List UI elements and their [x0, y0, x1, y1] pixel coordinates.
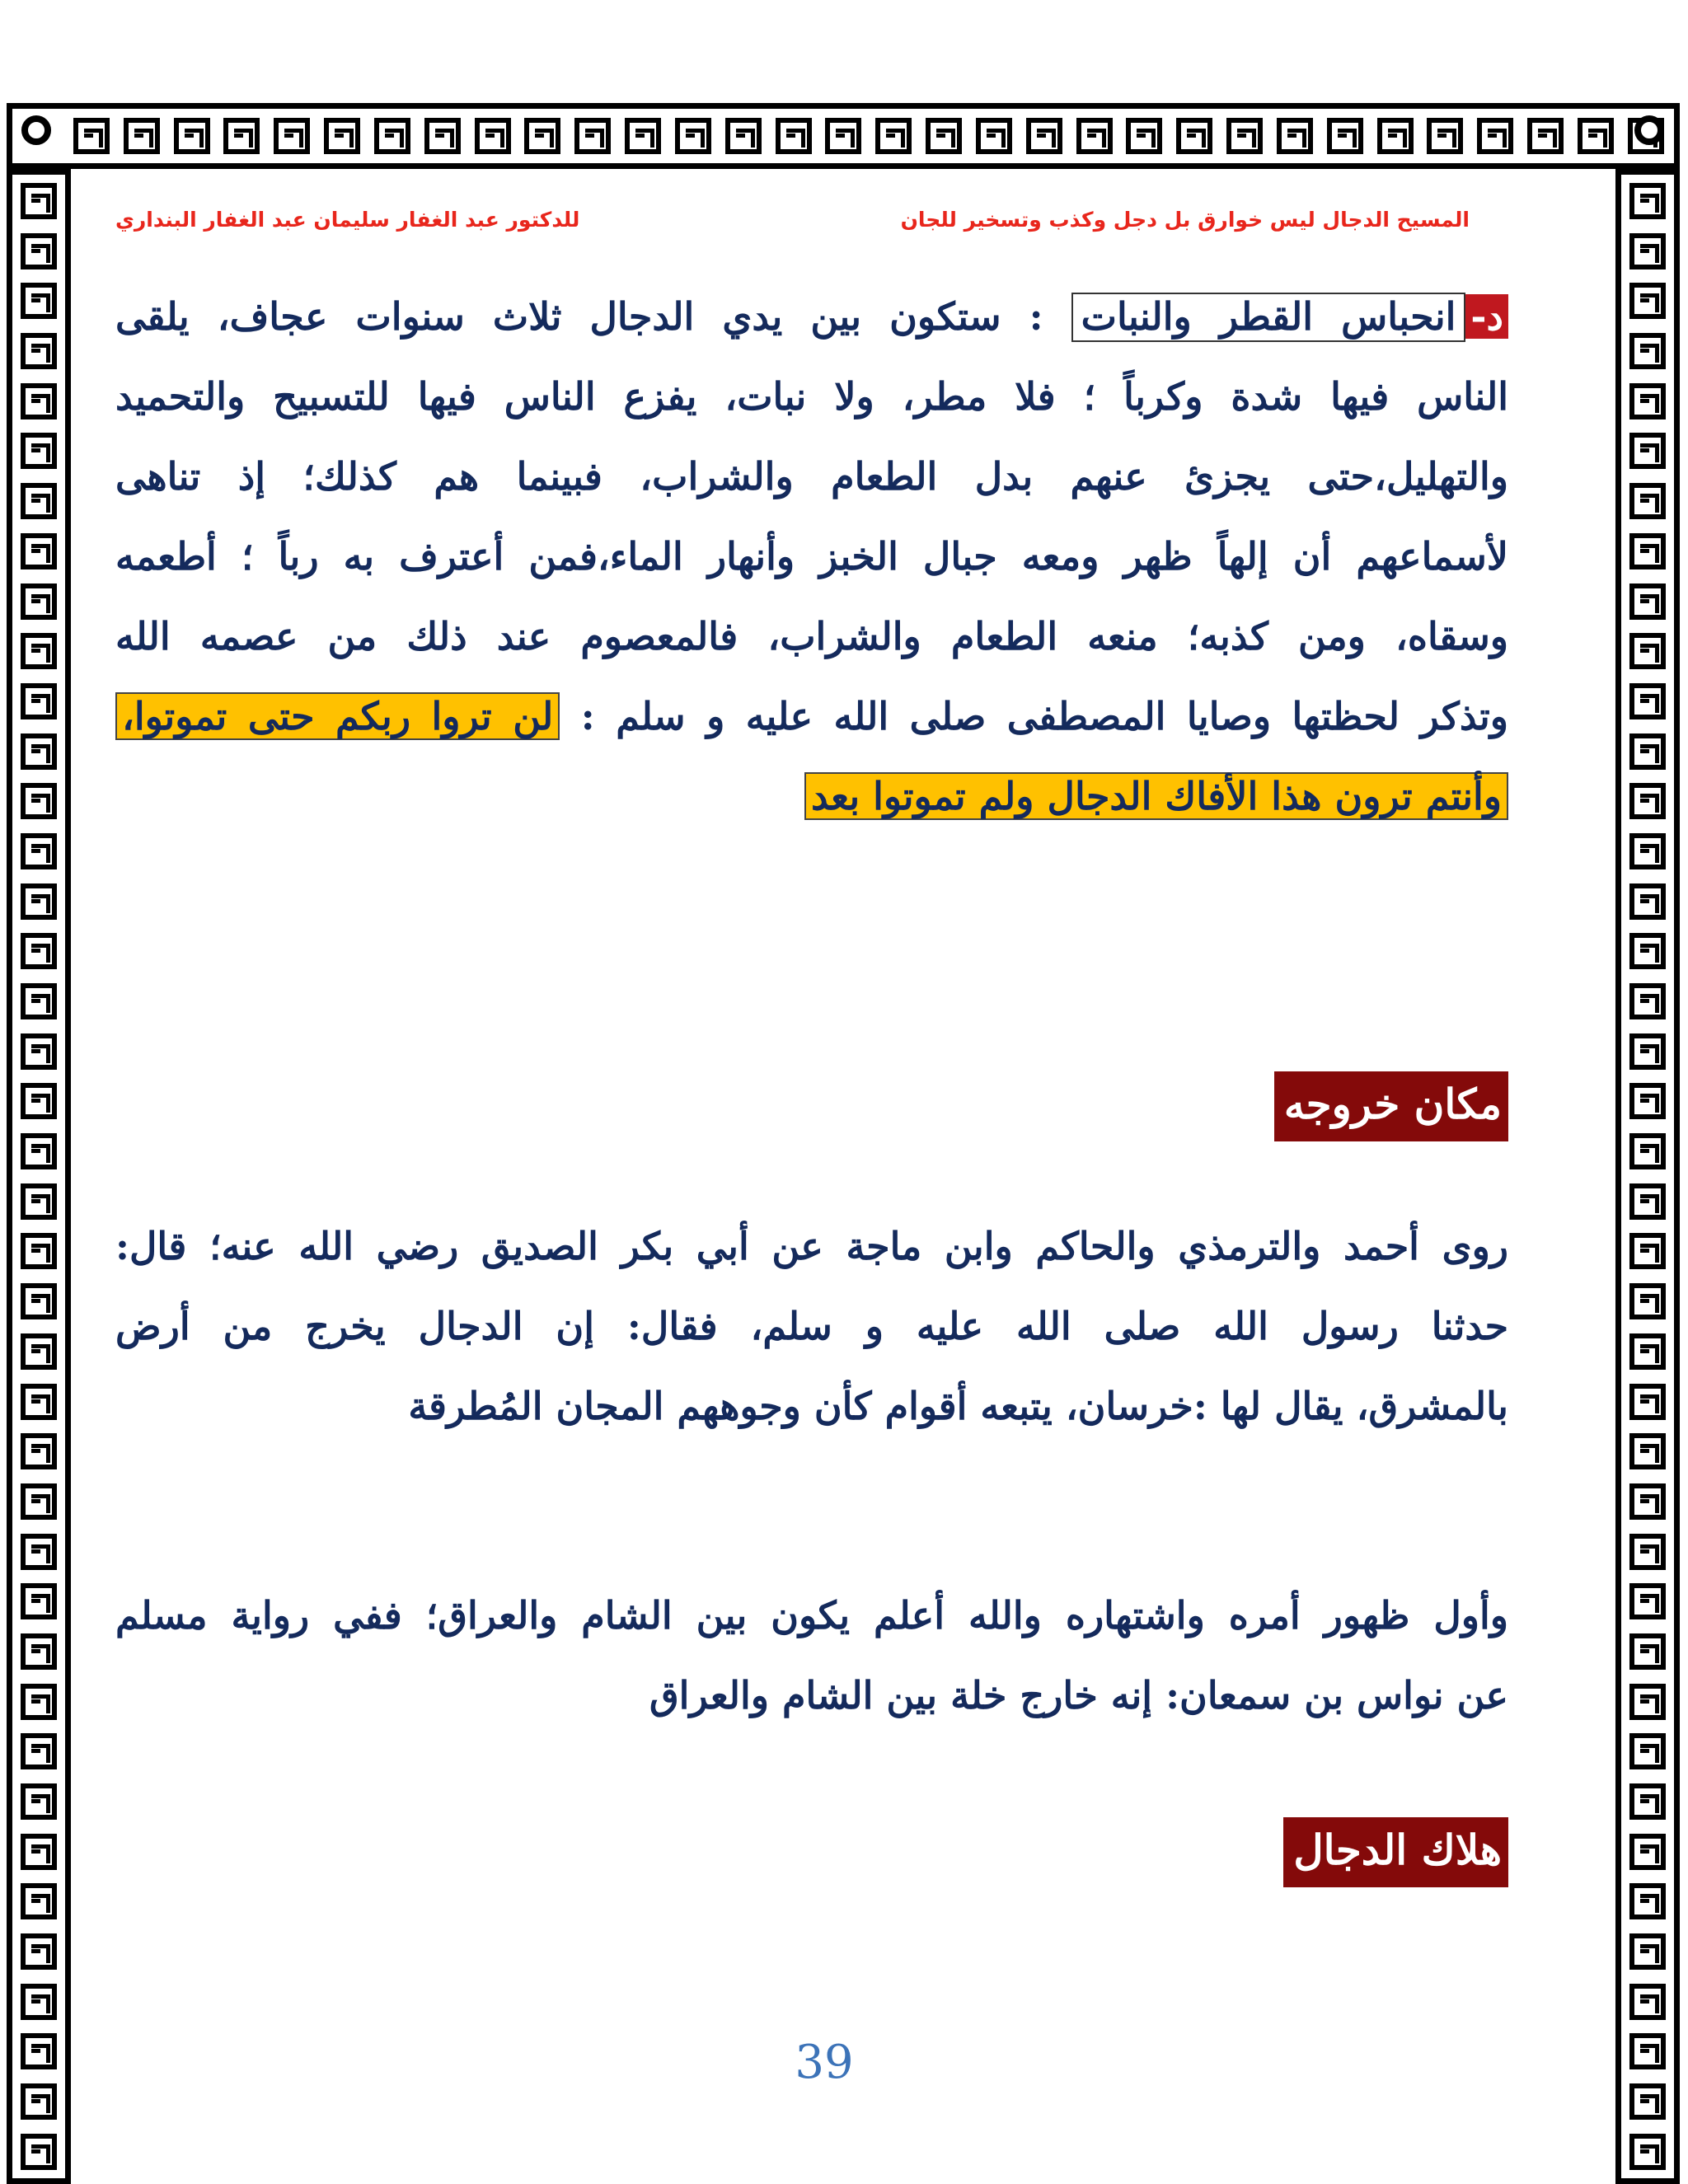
greek-key-motif: [21, 1534, 57, 1570]
greek-key-motif: [1629, 1333, 1666, 1370]
greek-key-motif: [1527, 118, 1564, 154]
greek-key-motif: [21, 583, 57, 620]
greek-key-motif: [174, 118, 210, 154]
greek-key-motif: [1126, 118, 1162, 154]
greek-key-motif: [1629, 2134, 1666, 2170]
greek-key-motif: [21, 783, 57, 819]
greek-key-motif: [1629, 1133, 1666, 1169]
greek-key-motif: [21, 1684, 57, 1720]
greek-key-motif: [21, 1483, 57, 1520]
greek-key-motif: [1629, 1384, 1666, 1420]
text-line: حدثنا رسول الله صلى الله عليه و سلم، فقال: إن الدجال يخرج من أرض: [115, 1304, 1508, 1348]
running-head-title: المسيح الدجال ليس خوارق بل دجل وكذب وتسخير للجان: [900, 208, 1470, 232]
greek-key-motif: [1076, 118, 1113, 154]
greek-key-motif: [1629, 1783, 1666, 1820]
greek-key-motif: [1277, 118, 1313, 154]
greek-key-motif: [1578, 118, 1614, 154]
greek-key-motif: [1629, 233, 1666, 269]
greek-key-motif: [1629, 533, 1666, 569]
greek-key-motif: [374, 118, 410, 154]
greek-key-motif: [21, 1233, 57, 1269]
greek-key-motif: [21, 1733, 57, 1769]
greek-key-motif: [1629, 1684, 1666, 1720]
greek-key-motif: [825, 118, 861, 154]
greek-key-motif: [1629, 1083, 1666, 1119]
border-top: [7, 103, 1680, 169]
greek-key-motif: [21, 1633, 57, 1670]
greek-key-motif: [21, 1384, 57, 1420]
greek-key-motif: [324, 118, 360, 154]
text-line: وتذكر لحظتها وصايا المصطفى صلى الله عليه و سلم : لن تروا ربكم حتى تموتوا،: [115, 677, 1508, 757]
text-line: وأول ظهور أمره واشتهاره والله أعلم يكون بين الشام والعراق؛ ففي رواية مسلم: [115, 1593, 1508, 1638]
greek-key-motif: [21, 283, 57, 319]
greek-key-motif: [21, 1133, 57, 1169]
greek-key-motif: [625, 118, 661, 154]
greek-key-motif: [1377, 118, 1414, 154]
greek-key-motif: [1629, 483, 1666, 519]
greek-key-motif: [1629, 1933, 1666, 1970]
greek-key-motif: [21, 683, 57, 719]
running-head-author: للدكتور عبد الغفار سليمان عبد الغفار البنداري: [115, 208, 580, 232]
greek-key-motif: [1427, 118, 1463, 154]
greek-key-motif: [223, 118, 260, 154]
text-line: د-انحباس القطر والنبات : ستكون بين يدي الدجال ثلاث سنوات عجاف، يلقى: [115, 277, 1508, 357]
greek-key-motif: [1629, 1534, 1666, 1570]
greek-key-motif: [21, 1433, 57, 1469]
greek-key-motif: [21, 1933, 57, 1970]
greek-key-motif: [1629, 183, 1666, 219]
greek-key-motif: [976, 118, 1012, 154]
text-line: والتهليل،حتى يجزئ عنهم بدل الطعام والشراب، فبينما هم كذلك؛ إذ تناهى: [115, 454, 1508, 499]
greek-key-motif: [1629, 833, 1666, 869]
greek-key-motif: [1629, 1233, 1666, 1269]
greek-key-motif: [1629, 1483, 1666, 1520]
greek-key-motif: [926, 118, 962, 154]
greek-key-motif: [1226, 118, 1263, 154]
greek-key-motif: [21, 633, 57, 669]
greek-key-motif: [1629, 583, 1666, 620]
text-line: لأسماعهم أن إلهاً ظهر ومعه جبال الخبز وأنهار الماء،فمن أعترف به رباً ؛ أطعمه: [115, 534, 1508, 579]
greek-key-motif: [21, 883, 57, 920]
greek-key-motif: [424, 118, 461, 154]
greek-key-motif: [1176, 118, 1212, 154]
greek-key-motif: [1629, 1834, 1666, 1870]
greek-key-motif: [1629, 1033, 1666, 1070]
greek-key-motif: [475, 118, 511, 154]
greek-key-motif: [1629, 1633, 1666, 1670]
greek-key-motif: [1629, 733, 1666, 770]
border-left: [7, 169, 71, 2184]
greek-key-motif: [1629, 433, 1666, 469]
section-place-para1: [115, 1207, 1508, 1446]
greek-key-motif: [1629, 283, 1666, 319]
greek-key-motif: [725, 118, 762, 154]
text-line: وسقاه، ومن كذبه؛ منعه الطعام والشراب، فالمعصوم عند ذلك من عصمه الله: [115, 614, 1508, 658]
greek-key-motif: [21, 333, 57, 369]
greek-key-motif: [524, 118, 560, 154]
greek-key-motif: [1026, 118, 1062, 154]
greek-key-motif: [574, 118, 611, 154]
greek-key-motif: [675, 118, 711, 154]
greek-key-motif: [1629, 933, 1666, 969]
greek-key-motif: [1629, 1283, 1666, 1319]
highlighted-hadith: لن تروا ربكم حتى تموتوا،: [115, 692, 560, 740]
greek-key-motif: [1629, 1883, 1666, 1919]
greek-key-motif: [21, 1333, 57, 1370]
greek-key-motif: [21, 933, 57, 969]
greek-key-motif: [1629, 1583, 1666, 1619]
text-line: [115, 757, 1508, 837]
greek-key-motif: [1629, 883, 1666, 920]
greek-key-motif: [1629, 1733, 1666, 1769]
heading-place-of-emergence: مكان خروجه: [1274, 1071, 1508, 1141]
greek-key-motif: [21, 733, 57, 770]
greek-key-motif: [124, 118, 160, 154]
border-right: [1615, 169, 1680, 2184]
highlighted-hadith-continuation: وأنتم ترون هذا الأفاك الدجال ولم تموتوا بعد: [804, 772, 1508, 820]
greek-key-motif: [1629, 683, 1666, 719]
greek-key-motif: [21, 1083, 57, 1119]
text-line: بالمشرق، يقال لها :خرسان، يتبعه أقوام كأن وجوههم المجان المُطرقة: [408, 1384, 1508, 1428]
greek-key-motif: [274, 118, 310, 154]
greek-key-motif: [21, 1183, 57, 1220]
page-number: 39: [795, 2036, 854, 2089]
corner-ring-left: [21, 115, 51, 145]
greek-key-motif: [73, 118, 110, 154]
greek-key-motif: [21, 1984, 57, 2020]
greek-key-motif: [1629, 983, 1666, 1019]
heading-death-of-dajjal: هلاك الدجال: [1283, 1817, 1508, 1887]
greek-key-motif: [1629, 1433, 1666, 1469]
greek-key-motif: [21, 183, 57, 219]
greek-key-motif: [1629, 1183, 1666, 1220]
greek-key-motif: [1629, 633, 1666, 669]
greek-key-motif: [1629, 783, 1666, 819]
greek-key-motif: [21, 1783, 57, 1820]
greek-key-motif: [21, 1033, 57, 1070]
greek-key-motif: [21, 233, 57, 269]
greek-key-motif: [1629, 1984, 1666, 2020]
section-place-para2: [115, 1576, 1508, 1736]
corner-ring-right: [1634, 115, 1664, 145]
greek-key-motif: [21, 2134, 57, 2170]
greek-key-motif: [21, 383, 57, 419]
section-title-box: انحباس القطر والنبات: [1071, 293, 1466, 342]
text-line: الناس فيها شدة وكرباً ؛ فلا مطر، ولا نبات، يفزع الناس فيها للتسبيح والتحميد: [115, 374, 1508, 419]
greek-key-motif: [1477, 118, 1513, 154]
greek-key-motif: [21, 483, 57, 519]
greek-key-motif: [21, 533, 57, 569]
greek-key-motif: [1629, 333, 1666, 369]
greek-key-motif: [21, 1834, 57, 1870]
section-d-text: [115, 277, 1508, 837]
text-line: عن نواس بن سمعان: إنه خارج خلة بين الشام والعراق: [649, 1673, 1508, 1718]
greek-key-motif: [21, 1883, 57, 1919]
greek-key-motif: [21, 433, 57, 469]
greek-key-motif: [21, 1283, 57, 1319]
greek-key-motif: [21, 833, 57, 869]
text-line: روى أحمد والترمذي والحاكم وابن ماجة عن أبي بكر الصديق رضي الله عنه؛ قال:: [115, 1224, 1508, 1268]
greek-key-motif: [875, 118, 912, 154]
greek-key-motif: [1327, 118, 1363, 154]
section-marker: د-: [1465, 294, 1508, 339]
greek-key-motif: [1629, 383, 1666, 419]
greek-key-motif: [21, 983, 57, 1019]
greek-key-motif: [776, 118, 812, 154]
greek-key-motif: [21, 1583, 57, 1619]
